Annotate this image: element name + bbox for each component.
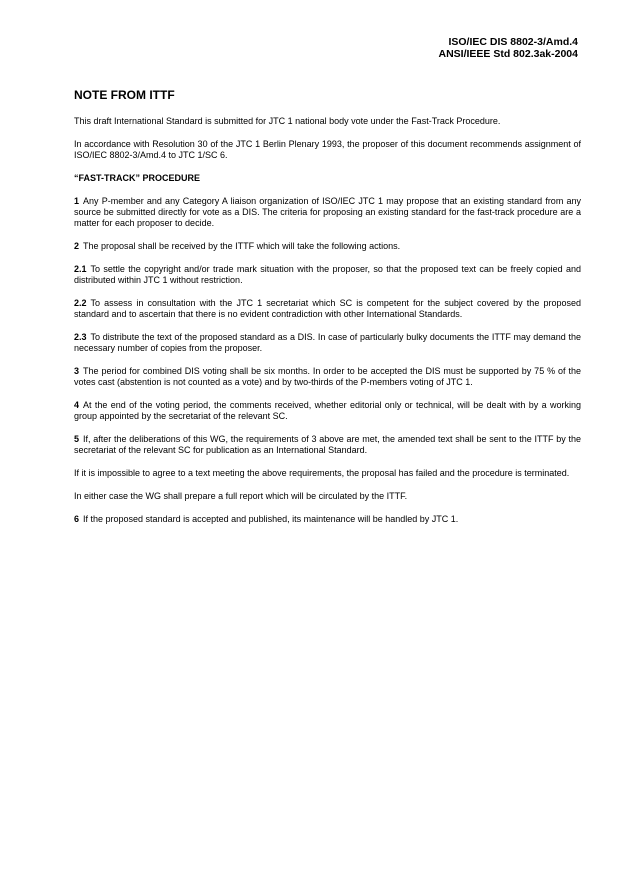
- intro-paragraph: In accordance with Resolution 30 of the JTC 1 Berlin Plenary 1993, the proposer of this document recommends assignment of ISO/IEC 8802-3/Amd.4 to JTC 1/SC 6.: [74, 139, 581, 160]
- page-title: NOTE FROM ITTF: [74, 88, 175, 102]
- header-standard-id: ISO/IEC DIS 8802-3/Amd.4: [448, 36, 578, 48]
- item-number: 3: [74, 366, 80, 376]
- document-header: [439, 36, 579, 60]
- item-text: Any P-member and any Category A liaison organization of ISO/IEC JTC 1 may propose that an existing standard from any source be submitted directly for vote as a DIS. The criteria for proposing an existing standard for the fast-track procedure are a matter for each proposer to decide.: [74, 196, 581, 228]
- item-text: The proposal shall be received by the ITTF which will take the following actions.: [83, 241, 401, 251]
- item-number: 2.1: [74, 264, 87, 274]
- procedure-item-6: [74, 514, 581, 525]
- item-text: If, after the deliberations of this WG, the requirements of 3 above are met, the amended text shall be sent to the ITTF by the secretariat of the relevant SC for publication as an International Standard.: [74, 434, 581, 455]
- item-text: At the end of the voting period, the comments received, whether editorial only or technical, will be dealt with by a working group appointed by the secretariat of the relevant SC.: [74, 400, 581, 421]
- section-heading: “FAST-TRACK” PROCEDURE: [74, 173, 201, 183]
- item-number: 1: [74, 196, 80, 206]
- procedure-item-4: [74, 400, 581, 422]
- procedure-item-3: [74, 366, 581, 388]
- procedure-item-1: [74, 196, 581, 229]
- item-number: 2: [74, 241, 80, 251]
- failure-paragraph: If it is impossible to agree to a text meeting the above requirements, the proposal has failed and the procedure is terminated.: [74, 468, 570, 478]
- document-body: [74, 88, 581, 537]
- header-ieee-std: ANSI/IEEE Std 802.3ak-2004: [438, 48, 578, 60]
- report-paragraph: In either case the WG shall prepare a full report which will be circulated by the ITTF.: [74, 491, 408, 501]
- item-text: To settle the copyright and/or trade mark situation with the proposer, so that the proposed text can be freely copied and distributed within JTC 1 without restriction.: [74, 264, 581, 285]
- procedure-item-2-1: [74, 264, 581, 286]
- item-number: 2.3: [74, 332, 87, 342]
- procedure-item-2-3: [74, 332, 581, 354]
- intro-paragraph: This draft International Standard is submitted for JTC 1 national body vote under the Fast-Track Procedure.: [74, 116, 501, 126]
- item-number: 4: [74, 400, 80, 410]
- item-number: 5: [74, 434, 80, 444]
- item-text: To assess in consultation with the JTC 1 secretariat which SC is competent for the subject covered by the proposed standard and to ascertain that there is no evident contradiction with other International Standards.: [74, 298, 581, 319]
- item-text: If the proposed standard is accepted and published, its maintenance will be handled by JTC 1.: [83, 514, 459, 524]
- item-text: The period for combined DIS voting shall be six months. In order to be accepted the DIS must be supported by 75 % of the votes cast (abstention is not counted as a vote) and by two-thirds of the P-members voting of JTC 1.: [74, 366, 581, 387]
- item-text: To distribute the text of the proposed standard as a DIS. In case of particularly bulky documents the ITTF may demand the necessary number of copies from the proposer.: [74, 332, 581, 353]
- procedure-item-2: [74, 241, 581, 252]
- item-number: 2.2: [74, 298, 87, 308]
- procedure-item-5: [74, 434, 581, 456]
- item-number: 6: [74, 514, 80, 524]
- procedure-item-2-2: [74, 298, 581, 320]
